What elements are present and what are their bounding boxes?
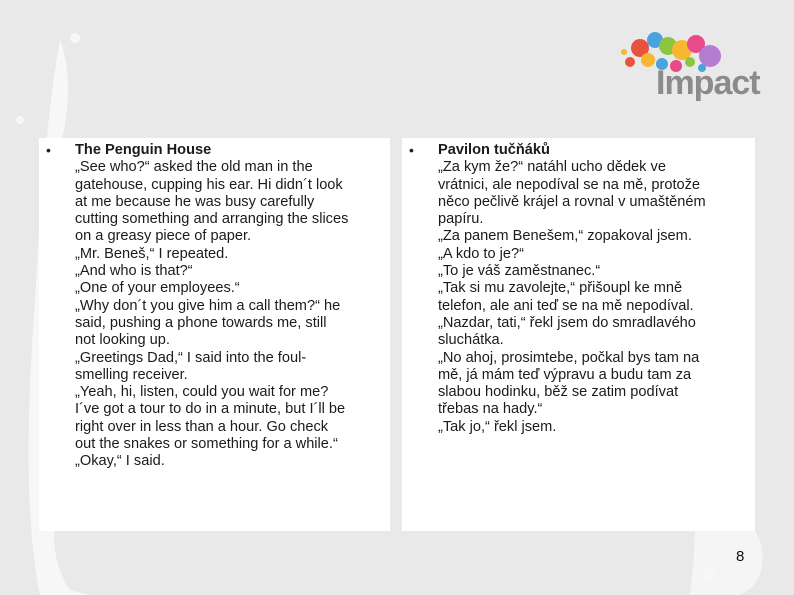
left-line: „Why don´t you give him a call them?“ he: [75, 297, 341, 314]
left-line: smelling receiver.: [75, 366, 188, 383]
left-line: at me because he was busy carefully: [75, 193, 315, 210]
right-line: „A kdo to je?“: [438, 245, 524, 262]
left-line: „One of your employees.“: [75, 280, 240, 297]
left-line: on a greasy piece of paper.: [75, 228, 252, 245]
right-line: něco pečlivě krájel a rovnal v umaštěném: [438, 193, 706, 210]
right-line: slabou hodinku, běž se zatim podívat: [438, 384, 679, 401]
left-line: gatehouse, cupping his ear. Hi didn´t look: [75, 176, 343, 193]
logo-text: Impact: [656, 64, 760, 102]
left-line: said, pushing a phone towards me, still: [75, 314, 327, 331]
left-line: I´ve got a tour to do in a minute, but I´ll be: [75, 401, 346, 418]
right-line: vrátnici, ale nepodíval se na mě, protože: [438, 176, 701, 193]
right-line: „Za panem Benešem,“ zopakoval jsem.: [438, 228, 692, 245]
right-title: Pavilon tučňáků: [438, 142, 550, 158]
left-title: The Penguin House: [75, 142, 212, 158]
right-line: sluchátka.: [438, 332, 504, 349]
left-line: not looking up.: [75, 332, 170, 349]
page-number: 8: [736, 548, 745, 565]
left-column-text: [75, 142, 387, 471]
right-line: „Za kym že?“ natáhl ucho dědek ve: [438, 159, 666, 176]
left-line: „And who is that?“: [75, 263, 193, 280]
left-line: „Yeah, hi, listen, could you wait for me?: [75, 384, 329, 401]
left-line: „Greetings Dad,“ I said into the foul-: [75, 349, 307, 366]
left-line: right over in less than a hour. Go check: [75, 418, 329, 435]
right-column-text: [438, 142, 750, 436]
right-line: „No ahoj, prosimtebe, počkal bys tam na: [438, 349, 700, 366]
right-line: mě, já mám teď výpravu a budu tam za: [438, 366, 692, 383]
left-line: out the snakes or something for a while.“: [75, 436, 338, 453]
left-line: „Mr. Beneš,“ I repeated.: [75, 245, 229, 262]
left-line: cutting something and arranging the slices: [75, 211, 349, 228]
right-line: papíru.: [438, 211, 484, 228]
right-bullet: •: [409, 142, 414, 158]
right-line: „Tak jo,“ řekl jsem.: [438, 418, 557, 435]
right-line: telefon, ale ani teď se na mě nepodíval.: [438, 297, 694, 314]
left-bullet: •: [46, 142, 51, 158]
right-line: třebas na hady.“: [438, 401, 543, 418]
left-line: „See who?“ asked the old man in the: [75, 159, 313, 176]
right-line: „Nazdar, tati,“ řekl jsem do smradlavého: [438, 314, 696, 331]
right-line: „To je váš zaměstnanec.“: [438, 263, 601, 280]
right-line: „Tak si mu zavolejte,“ přišoupl ke mně: [438, 280, 683, 297]
left-line: „Okay,“ I said.: [75, 453, 165, 470]
